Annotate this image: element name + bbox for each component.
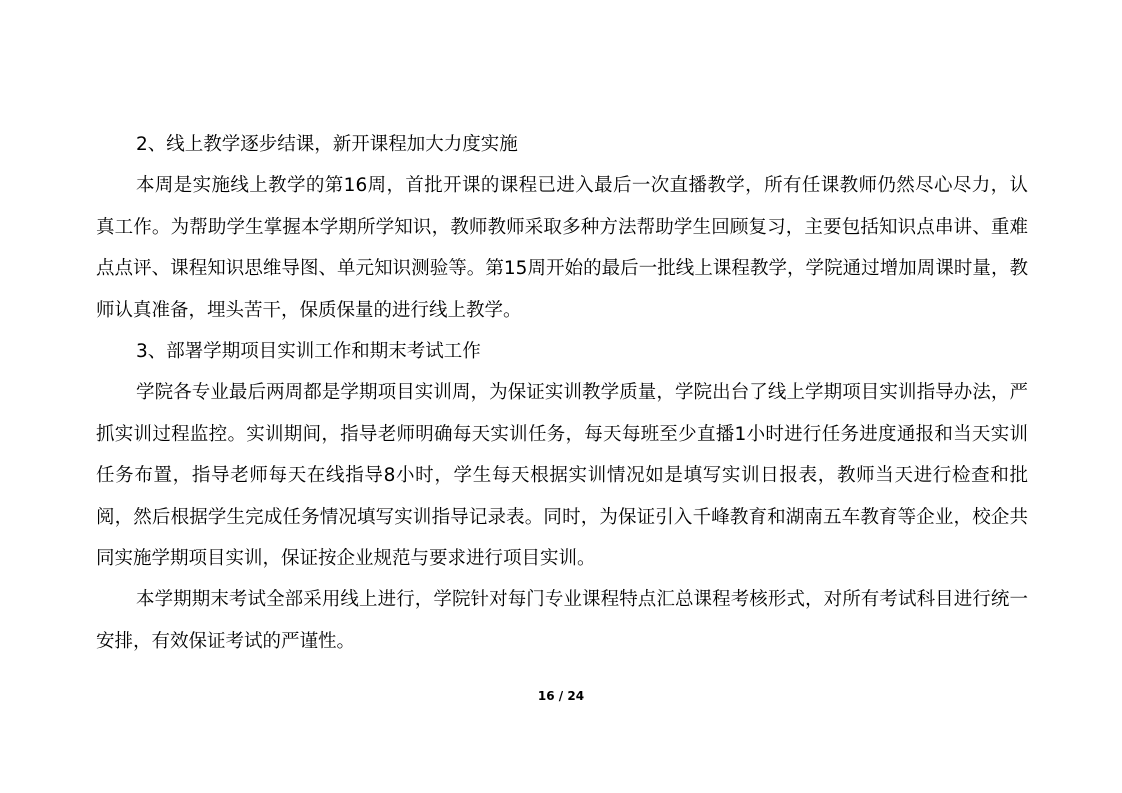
- paragraph-final-exams: 本学期期末考试全部采用线上进行，学院针对每门专业课程特点汇总课程考核形式，对所有考试科目进行统一安排，有效保证考试的严谨性。: [96, 589, 1028, 652]
- paragraph-online-teaching: 本周是实施线上教学的第16周，首批开课的课程已进入最后一次直播教学，所有任课教师仍然尽心尽力，认真工作。为帮助学生掌握本学期所学知识，教师教师采取多种方法帮助学生回顾复习，主要包括知识点串讲、重难点点评、课程知识思维导图、单元知识测验等。第15周开始的最后一批线上课程教学，学院通过增加周课时量，教师认真准备，埋头苦干，保质保量的进行线上教学。: [96, 175, 1028, 321]
- section-heading-online-teaching: 2、线上教学逐步结课，新开课程加大力度实施: [136, 134, 518, 155]
- paragraph-project-training: 学院各专业最后两周都是学期项目实训周，为保证实训教学质量，学院出台了线上学期项目实训指导办法，严抓实训过程监控。实训期间，指导老师明确每天实训任务，每天每班至少直播1小时进行任务进度通报和当天实训任务布置，指导老师每天在线指导8小时，学生每天根据实训情况如是填写实训日报表，教师当天进行检查和批阅，然后根据学生完成任务情况填写实训指导记录表。同时，为保证引入千峰教育和湖南五车教育等企业，校企共同实施学期项目实训，保证按企业规范与要求进行项目实训。: [96, 382, 1028, 570]
- section-heading-training-exams: 3、部署学期项目实训工作和期末考试工作: [136, 341, 481, 363]
- page-content: [96, 124, 1028, 662]
- page-number: 16 / 24: [537, 689, 585, 703]
